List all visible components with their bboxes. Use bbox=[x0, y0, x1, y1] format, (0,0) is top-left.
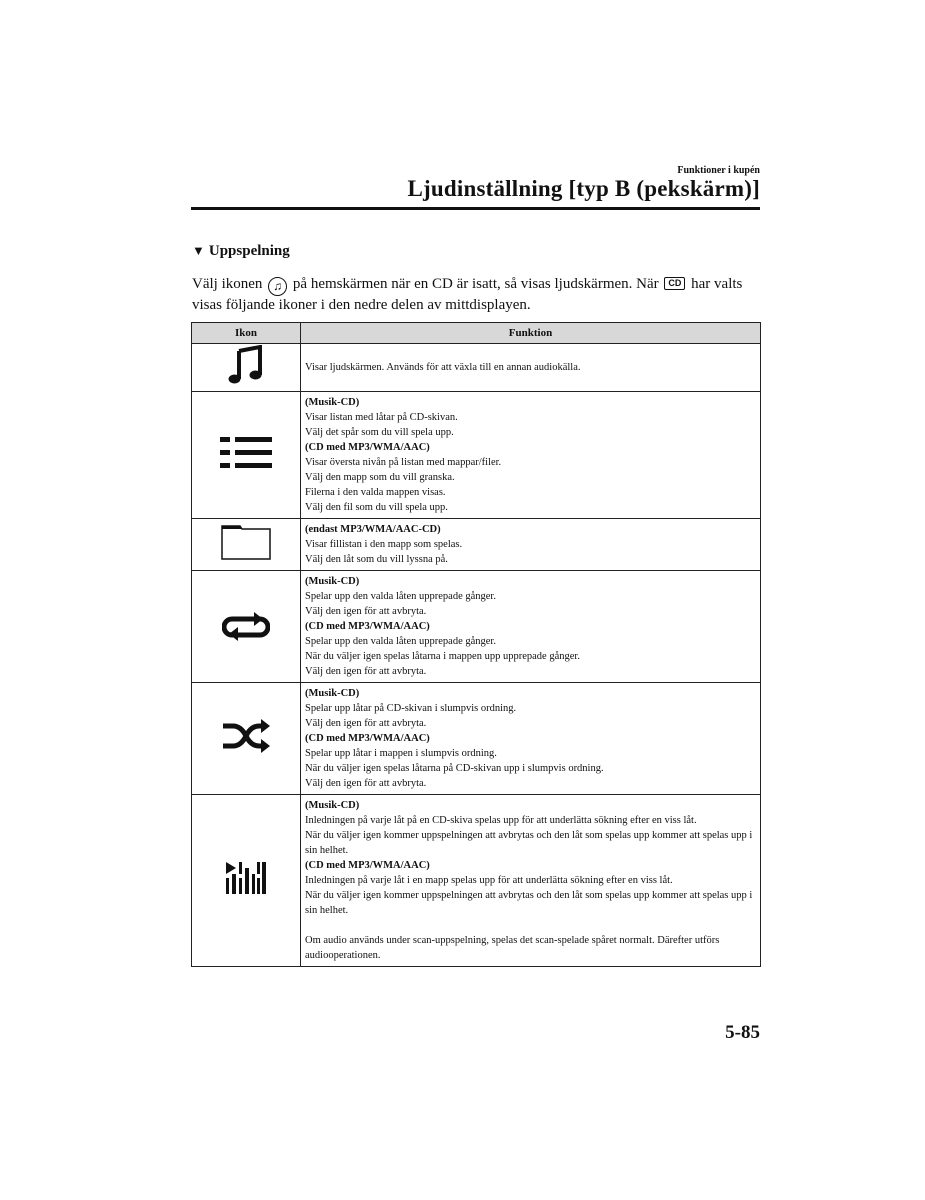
function-cell bbox=[301, 795, 761, 967]
function-cell bbox=[301, 519, 761, 571]
intro-paragraph bbox=[192, 275, 762, 315]
triangle-down-icon: ▼ bbox=[192, 243, 205, 258]
folder-icon bbox=[220, 548, 272, 565]
function-text: Välj den igen för att avbryta. bbox=[305, 606, 427, 617]
function-subheading: (CD med MP3/WMA/AAC) bbox=[305, 860, 430, 871]
shuffle-icon bbox=[221, 740, 271, 757]
function-subheading: (Musik-CD) bbox=[305, 800, 360, 811]
function-text: Välj det spår som du vill spela upp. bbox=[305, 427, 454, 438]
function-text: När du väljer igen kommer uppspelningen att avbrytas och den låt som spelas upp kommer att spelas upp i sin helhet. bbox=[305, 890, 753, 916]
function-text: Välj den igen för att avbryta. bbox=[305, 778, 427, 789]
scan-icon bbox=[224, 883, 268, 900]
function-cell bbox=[301, 344, 761, 392]
function-text: Spelar upp låtar på CD-skivan i slumpvis ordning. bbox=[305, 703, 517, 714]
function-text: Visar listan med låtar på CD-skivan. bbox=[305, 412, 458, 423]
function-text: Välj den fil som du vill spela upp. bbox=[305, 502, 448, 513]
function-text: När du väljer igen spelas låtarna på CD-skivan upp i slumpvis ordning. bbox=[305, 763, 604, 774]
list-icon bbox=[218, 458, 274, 475]
function-text: Spelar upp den valda låten upprepade gånger. bbox=[305, 591, 496, 602]
music-note-icon: ♫ bbox=[268, 277, 287, 296]
section-label: Funktioner i kupén bbox=[677, 165, 760, 176]
function-subheading: (endast MP3/WMA/AAC-CD) bbox=[305, 524, 441, 535]
function-table bbox=[191, 322, 761, 967]
table-row bbox=[192, 683, 761, 795]
function-subheading: (Musik-CD) bbox=[305, 397, 360, 408]
icon-cell bbox=[192, 571, 301, 683]
table-row bbox=[192, 392, 761, 519]
function-cell bbox=[301, 571, 761, 683]
header-ikon: Ikon bbox=[192, 323, 301, 344]
subheading-text: Uppspelning bbox=[208, 243, 290, 259]
function-gap bbox=[305, 918, 756, 933]
page-number: 5-85 bbox=[725, 1022, 760, 1043]
intro-text-2: på hemskärmen när en CD är isatt, så visas ljudskärmen. När bbox=[292, 276, 659, 292]
function-text: Välj den igen för att avbryta. bbox=[305, 718, 427, 729]
function-cell bbox=[301, 392, 761, 519]
function-subheading: (Musik-CD) bbox=[305, 576, 360, 587]
function-subheading: (CD med MP3/WMA/AAC) bbox=[305, 621, 430, 632]
function-cell bbox=[301, 683, 761, 795]
table-row bbox=[192, 344, 761, 392]
intro-text-3: har valts visas följande ikoner i den nedre delen av mittdisplayen. bbox=[192, 276, 743, 313]
music-note-icon bbox=[228, 372, 264, 389]
function-text: Inledningen på varje låt på en CD-skiva spelas upp för att underlätta sökning efter en viss låt. bbox=[305, 815, 697, 826]
function-text: Välj den låt som du vill lyssna på. bbox=[305, 554, 448, 565]
function-text: Om audio används under scan-uppspelning, spelas det scan-spelade spåret normalt. Därefter utförs audiooperationen. bbox=[305, 935, 720, 961]
function-text: Visar fillistan i den mapp som spelas. bbox=[305, 539, 463, 550]
icon-cell bbox=[192, 683, 301, 795]
subheading bbox=[192, 243, 290, 260]
function-text: Visar översta nivån på listan med mappar/filer. bbox=[305, 457, 502, 468]
function-text: Spelar upp låtar i mappen i slumpvis ordning. bbox=[305, 748, 497, 759]
intro-text-1: Välj ikonen bbox=[192, 276, 263, 292]
function-text: När du väljer igen spelas låtarna i mappen upp upprepade gånger. bbox=[305, 651, 580, 662]
table-row bbox=[192, 795, 761, 967]
page-title: Ljudinställning [typ B (pekskärm)] bbox=[407, 176, 760, 201]
title-rule bbox=[191, 207, 760, 210]
function-subheading: (CD med MP3/WMA/AAC) bbox=[305, 733, 430, 744]
function-text: Visar ljudskärmen. Används för att växla till en annan audiokälla. bbox=[305, 362, 581, 373]
icon-cell bbox=[192, 392, 301, 519]
repeat-icon bbox=[222, 628, 270, 645]
icon-cell bbox=[192, 344, 301, 392]
icon-cell bbox=[192, 795, 301, 967]
function-text: När du väljer igen kommer uppspelningen att avbrytas och den låt som spelas upp kommer att spelas upp i sin helhet. bbox=[305, 830, 753, 856]
icon-cell bbox=[192, 519, 301, 571]
function-text: Välj den igen för att avbryta. bbox=[305, 666, 427, 677]
function-text: Spelar upp den valda låten upprepade gånger. bbox=[305, 636, 496, 647]
table-row bbox=[192, 519, 761, 571]
function-subheading: (Musik-CD) bbox=[305, 688, 360, 699]
table-row bbox=[192, 571, 761, 683]
function-text: Filerna i den valda mappen visas. bbox=[305, 487, 446, 498]
cd-icon: CD bbox=[664, 277, 685, 290]
function-text: Välj den mapp som du vill granska. bbox=[305, 472, 455, 483]
function-text: Inledningen på varje låt i en mapp spelas upp för att underlätta sökning efter en viss låt. bbox=[305, 875, 673, 886]
header-funktion: Funktion bbox=[301, 323, 761, 344]
function-subheading: (CD med MP3/WMA/AAC) bbox=[305, 442, 430, 453]
table-header-row bbox=[192, 323, 761, 344]
